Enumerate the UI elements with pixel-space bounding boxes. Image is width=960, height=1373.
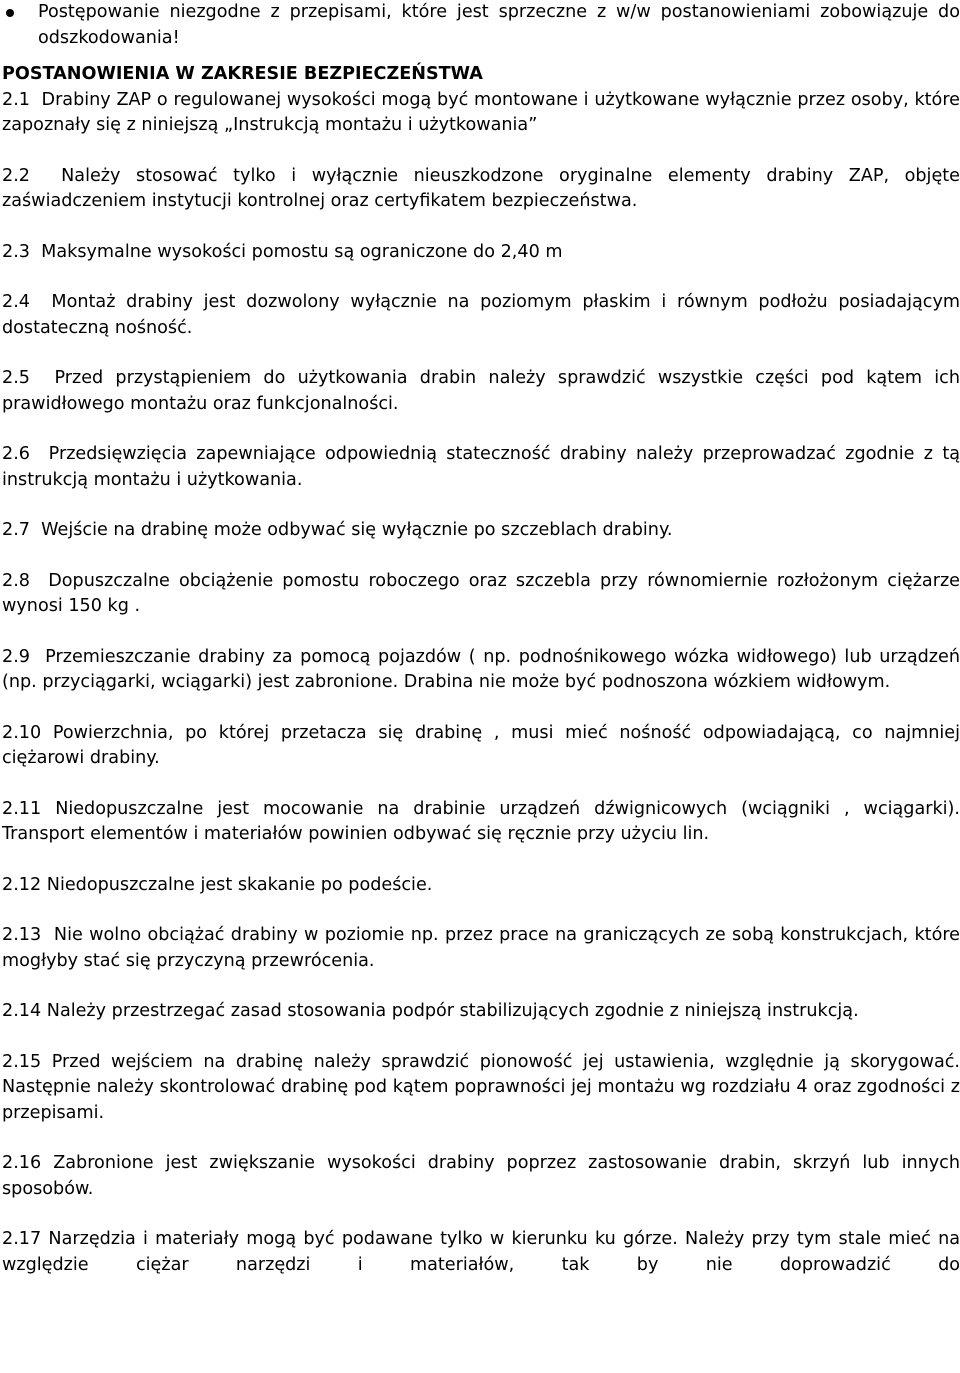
clause-number: 2.6 — [2, 444, 30, 464]
clause-number: 2.16 — [2, 1153, 42, 1173]
clause-text: Wejście na drabinę może odbywać się wyłącznie po szczeblach drabiny. — [41, 520, 673, 540]
clause-text: Maksymalne wysokości pomostu są ograniczone do 2,40 m — [41, 241, 563, 262]
clause-2-12 — [2, 873, 960, 899]
clause-number: 2.5 — [2, 368, 30, 388]
clause-text: Przemieszczanie drabiny za pomocą pojazdów ( np. podnośnikowego wózka widłowego) lub urządzeń (np. przyciągarki, wciągarki) jest zabronione. Drabina nie może być podnoszona wózkiem widłowym. — [2, 646, 960, 692]
clause-text: Drabiny ZAP o regulowanej wysokości mogą być montowane i użytkowane wyłącznie przez osoby, które zapoznały się z niniejszą „Instrukcją montażu i użytkowania” — [2, 89, 960, 135]
clause-2-11 — [2, 797, 960, 848]
clause-text: Powierzchnia, po której przetacza się drabinę , musi mieć nośność odpowiadającą, co najmniej ciężarowi drabiny. — [2, 722, 960, 768]
clause-text: Niedopuszczalne jest skakanie po podeście. — [46, 874, 433, 895]
clause-number: 2.4 — [2, 292, 30, 312]
clause-text: Montaż drabiny jest dozwolony wyłącznie na poziomym płaskim i równym podłożu posiadającym dostateczną nośność. — [2, 292, 960, 338]
clause-2-16 — [2, 1151, 960, 1202]
clause-2-15 — [2, 1050, 960, 1127]
clause-text: Należy przestrzegać zasad stosowania podpór stabilizujących zgodnie z niniejszą instrukcją. — [46, 1001, 859, 1021]
clause-2-7 — [2, 518, 960, 544]
clause-text: Narzędzia i materiały mogą być podawane tylko w kierunku ku górze. Należy przy tym stale mieć na względzie ciężar narzędzi i materiałów, tak by nie doprowadzić do — [2, 1229, 960, 1275]
clause-text: Należy stosować tylko i wyłącznie nieuszkodzone oryginalne elementy drabiny ZAP, objęte zaświadczeniem instytucji kontrolnej oraz certyfikatem bezpieczeństwa. — [2, 165, 960, 211]
clause-number: 2.15 — [2, 1051, 42, 1072]
clause-number: 2.7 — [2, 520, 30, 540]
clause-number: 2.12 — [2, 874, 42, 895]
clause-2-8 — [2, 569, 960, 620]
warning-text: Postępowanie niezgodne z przepisami, które jest sprzeczne z w/w postanowieniami zobowiązuje do odszkodowania! — [38, 2, 960, 48]
clause-text: Przedsięwzięcia zapewniające odpowiednią stateczność drabiny należy przeprowadzać zgodnie z tą instrukcją montażu i użytkowania. — [2, 444, 960, 490]
clause-2-1 — [2, 88, 960, 139]
clause-text: Niedopuszczalne jest mocowanie na drabinie urządzeń dźwignicowych (wciągniki , wciągarki). Transport elementów i materiałów powinien odbywać się ręcznie przy użyciu lin. — [2, 798, 960, 844]
clause-number: 2.17 — [2, 1229, 42, 1249]
clause-text: Przed przystąpieniem do użytkowania drabin należy sprawdzić wszystkie części pod kątem ich prawidłowego montażu oraz funkcjonalności. — [2, 368, 960, 414]
clause-number: 2.13 — [2, 925, 42, 945]
clause-2-3 — [2, 240, 960, 266]
clause-number: 2.8 — [2, 570, 30, 591]
clause-text: Zabronione jest zwiększanie wysokości drabiny poprzez zastosowanie drabin, skrzyń lub innych sposobów. — [2, 1153, 960, 1199]
clause-number: 2.3 — [2, 241, 30, 262]
clause-text: Nie wolno obciążać drabiny w poziomie np. przez prace na graniczących ze sobą konstrukcjach, które mogłyby stać się przyczyną przewrócenia. — [2, 925, 960, 971]
clause-number: 2.14 — [2, 1001, 42, 1021]
warning-bullet — [2, 0, 960, 51]
clause-number: 2.2 — [2, 165, 30, 186]
clause-text: Przed wejściem na drabinę należy sprawdzić pionowość jej ustawienia, względnie ją skorygować. Następnie należy skontrolować drabinę pod kątem poprawności jej montażu wg rozdziału 4 oraz zgodności z przepisami. — [2, 1051, 960, 1123]
clause-number: 2.9 — [2, 646, 30, 667]
clause-2-4 — [2, 290, 960, 341]
clause-number: 2.1 — [2, 89, 30, 110]
clause-number: 2.10 — [2, 722, 42, 743]
clause-number: 2.11 — [2, 798, 42, 819]
clause-2-10 — [2, 721, 960, 772]
clause-2-6 — [2, 442, 960, 493]
clause-2-2 — [2, 164, 960, 215]
bullet-icon — [6, 9, 14, 17]
clause-2-17 — [2, 1227, 960, 1278]
clause-2-14 — [2, 999, 960, 1025]
clause-2-9 — [2, 645, 960, 696]
clause-2-5 — [2, 366, 960, 417]
clause-2-13 — [2, 923, 960, 974]
clause-text: Dopuszczalne obciążenie pomostu roboczego oraz szczebla przy równomiernie rozłożonym ciężarze wynosi 150 kg . — [2, 570, 960, 616]
section-title: POSTANOWIENIA W ZAKRESIE BEZPIECZEŃSTWA — [2, 64, 483, 84]
